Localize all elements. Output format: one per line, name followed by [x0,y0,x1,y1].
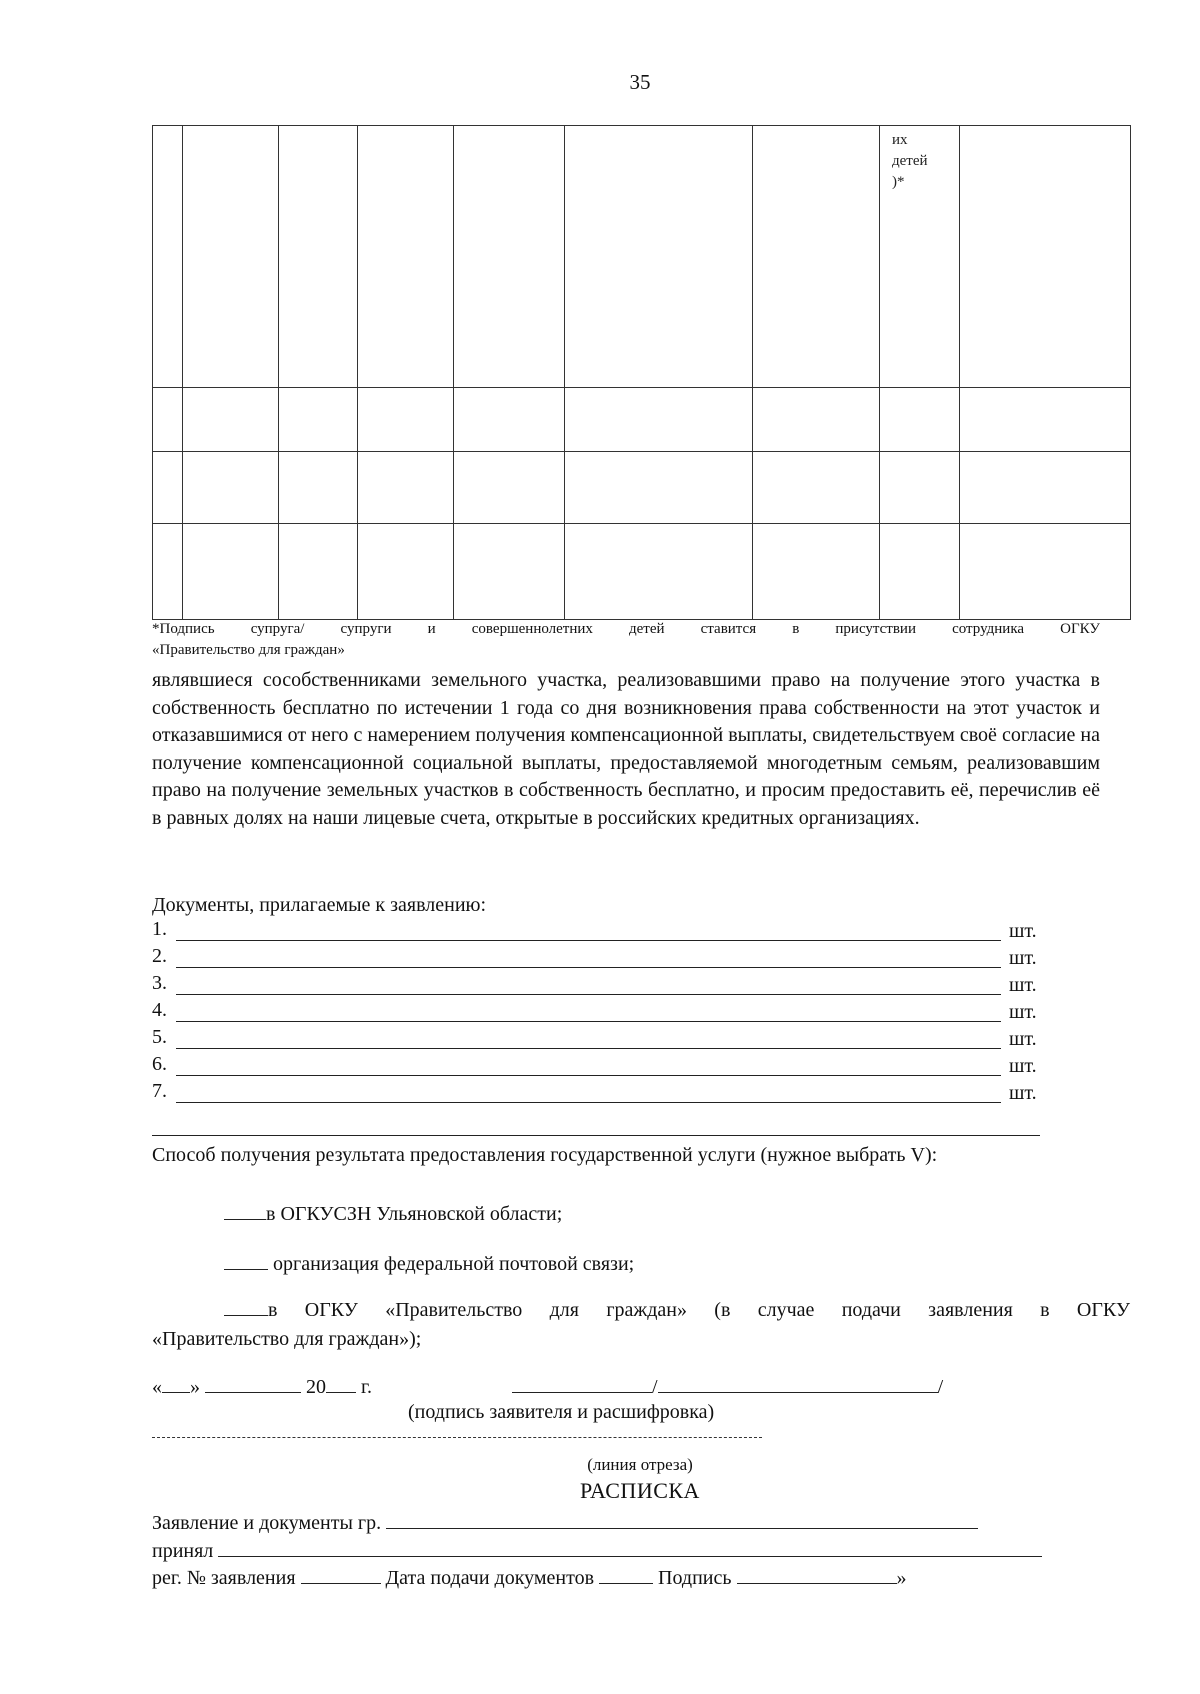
signature-field-group [512,1372,943,1399]
cut-line [152,1437,762,1438]
document-row [152,1026,1052,1053]
option-label: организация федеральной почтовой связи; [273,1253,635,1275]
delivery-method-heading: Способ получения результата предоставления государственной услуги (нужное выбрать V): [152,1144,938,1166]
table-cell [153,126,183,388]
unit-label: шт. [1009,1001,1037,1023]
signature-caption: (подпись заявителя и расшифровка) [408,1401,715,1423]
receipt-accepted-label: принял [152,1540,214,1562]
table-cell[interactable] [880,452,960,524]
receipt-accepted-row [152,1536,1042,1563]
reg-number-field[interactable] [301,1563,381,1584]
receipt-applicant-row [152,1508,978,1535]
document-row [152,999,1052,1026]
document-number: 6. [152,1053,167,1075]
open-quote: « [152,1376,162,1398]
consent-paragraph: являвшиеся сособственниками земельного участка, реализовавшими право на получение этого участка в собственность бесплатно по истечении 1 года со дня возникновения права собственности на этот участок и отказавшимися от него с намерением получения компенсационной выплаты, свидетельствуем своё согласие на получение компенсационной социальной выплаты, предоставляемой многодетным семьям, реализовавшим право на получение земельных участков в собственность бесплатно, и просим предоставить её, перечислив её в равных долях на наши лицевые счета, открытые в российских кредитных организациях. [152,669,1100,829]
table-cell[interactable] [454,452,565,524]
option-label-continued: «Правительство для граждан»); [152,1328,422,1350]
close-quote: » [190,1376,200,1398]
table-cell[interactable] [454,388,565,452]
table-cell[interactable] [753,388,880,452]
table-cell[interactable] [183,524,279,620]
table-header-row [153,126,1131,388]
option-checkmark-field[interactable] [224,1249,268,1270]
footnote-line-1: *Подпись супруга/ супруги и совершеннолетних детей ставится в присутствии сотрудника ОГКУ [152,621,1100,637]
year-field[interactable] [326,1372,356,1393]
document-row [152,945,1052,972]
receipt-registration-row [152,1563,907,1590]
document-number: 5. [152,1026,167,1048]
table-cell[interactable] [279,388,358,452]
receipt-title: РАСПИСКА [580,1478,700,1503]
table-cell [753,126,880,388]
unit-label: шт. [1009,1082,1037,1104]
day-field[interactable] [162,1372,190,1393]
footnote-line-2: «Правительство для граждан» [152,642,345,658]
document-number: 1. [152,918,167,940]
table-cell[interactable] [183,452,279,524]
option-label: в ОГКУ «Правительство для граждан» (в случае подачи заявления в ОГКУ [268,1299,1130,1321]
document-field[interactable] [176,1048,1001,1049]
table-cell [960,126,1131,388]
year-suffix: г. [361,1376,372,1398]
signature-field[interactable] [512,1372,652,1393]
unit-label: шт. [1009,974,1037,996]
receipt-applicant-label: Заявление и документы гр. [152,1512,382,1534]
year-prefix: 20 [306,1376,326,1398]
table-cell[interactable] [183,388,279,452]
slash: / [937,1376,944,1398]
document-field[interactable] [176,994,1001,995]
table-cell[interactable] [565,388,753,452]
option3-first-line [152,1295,1130,1325]
table-cell[interactable] [454,524,565,620]
document-row [152,918,1052,945]
document-row [152,1080,1052,1107]
documents-heading: Документы, прилагаемые к заявлению: [152,894,487,916]
table-cell [358,126,454,388]
applicants-table [152,125,1131,620]
document-number: 3. [152,972,167,994]
delivery-option-government [152,1295,1130,1354]
accepted-by-field[interactable] [218,1536,1042,1557]
table-cell[interactable] [153,452,183,524]
date-field-group [152,1372,372,1399]
table-cell[interactable] [565,524,753,620]
header-note-line: детей [892,153,928,169]
extra-document-line[interactable] [152,1135,1040,1136]
document-field[interactable] [176,940,1001,941]
table-row [153,452,1131,524]
signature-transcript-field[interactable] [658,1372,938,1393]
unit-label: шт. [1009,1028,1037,1050]
table-cell[interactable] [753,524,880,620]
document-number: 7. [152,1080,167,1102]
unit-label: шт. [1009,920,1037,942]
table-cell[interactable] [358,452,454,524]
option-checkmark-field[interactable] [224,1295,268,1316]
applicant-name-field[interactable] [386,1508,978,1529]
document-row [152,972,1052,999]
table-cell[interactable] [153,524,183,620]
unit-label: шт. [1009,947,1037,969]
table-row [153,388,1131,452]
table-cell [454,126,565,388]
table-cell [183,126,279,388]
submission-date-field[interactable] [599,1563,653,1584]
header-note-line: )* [892,174,905,190]
end-quote: » [896,1567,907,1589]
document-number: 4. [152,999,167,1021]
document-field[interactable] [176,1075,1001,1076]
table-cell[interactable] [960,388,1131,452]
table-cell[interactable] [565,452,753,524]
table-cell[interactable] [279,524,358,620]
slash: / [652,1376,658,1398]
page-number: 35 [629,70,651,94]
option-label: в ОГКУСЗН Ульяновской области; [266,1203,563,1225]
document-field[interactable] [176,1102,1001,1103]
submission-date-label: Дата подачи документов [385,1567,595,1589]
option-checkmark-field[interactable] [224,1199,266,1220]
document-field[interactable] [176,1021,1001,1022]
receipt-signature-field[interactable] [737,1563,897,1584]
unit-label: шт. [1009,1055,1037,1077]
delivery-option-post [224,1249,634,1276]
month-field[interactable] [205,1372,301,1393]
column-header-children-signature [880,126,960,388]
table-cell[interactable] [960,524,1131,620]
table-cell [565,126,753,388]
table-cell[interactable] [880,524,960,620]
table-cell[interactable] [358,524,454,620]
document-row [152,1053,1052,1080]
table-cell[interactable] [880,388,960,452]
table-row [153,524,1131,620]
signature-footnote [152,619,1100,661]
reg-number-label: рег. № заявления [152,1567,296,1589]
table-cell[interactable] [358,388,454,452]
signature-label: Подпись [658,1567,732,1589]
document-field[interactable] [176,967,1001,968]
table-cell[interactable] [960,452,1131,524]
table-cell[interactable] [279,452,358,524]
table-cell[interactable] [153,388,183,452]
header-note-line: их [892,132,908,148]
cut-line-caption: (линия отреза) [587,1455,693,1474]
document-number: 2. [152,945,167,967]
table-cell[interactable] [753,452,880,524]
table-cell [279,126,358,388]
delivery-option-ogkuszn [224,1199,562,1226]
